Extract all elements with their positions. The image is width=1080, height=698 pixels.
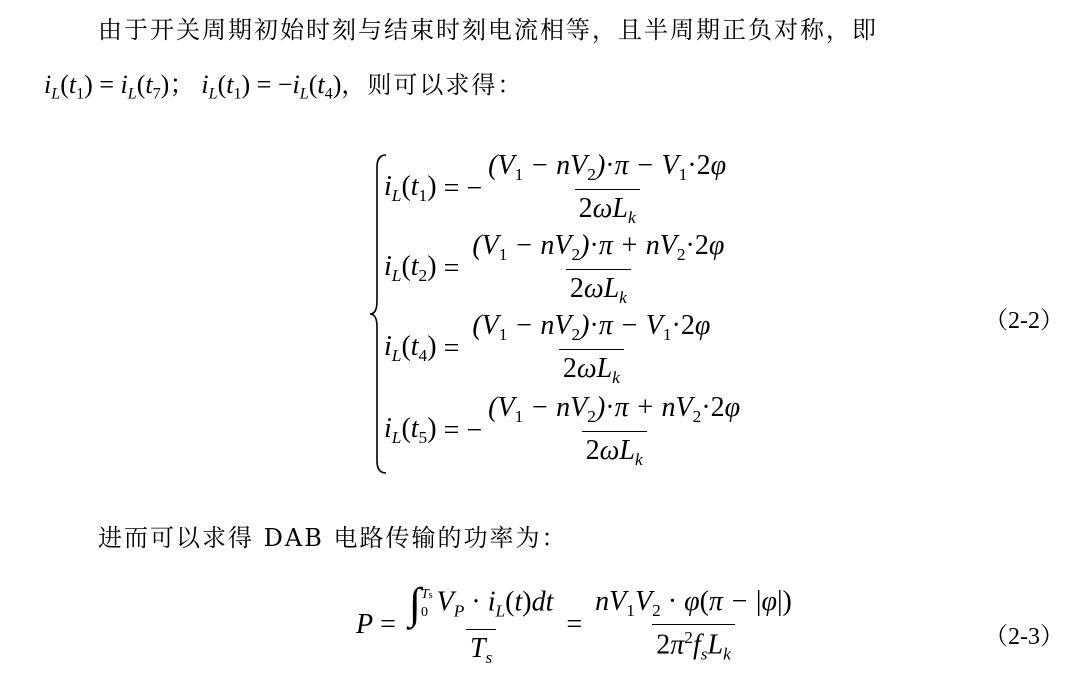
equation-number-2-3: （2-3） bbox=[984, 624, 1064, 650]
inline-eq-2: $i_L(t_1) = -i_L(t_4)$ bbox=[201, 70, 342, 103]
paragraph-line-2-tail: ，则可以求得： bbox=[341, 71, 524, 99]
eq-row-1-sign: − bbox=[466, 173, 483, 204]
eq-row-2: $i_L(t_2)$ = $\frac{(V_1 - nV_2)\cdot\pi + nV_2\cdot 2\varphi}{2\omega L_k}$ bbox=[384, 230, 725, 307]
paragraph-line-1: 由于开关周期初始时刻与结束时刻电流相等，且半周期正负对称，即 bbox=[98, 16, 878, 44]
equation-2-3: P = ∫ Ts 0 $V_P \cdot i_L(t)dt$ $T_s$ = $\frac{nV_1V_2 \cdot \varphi(\pi - |\varphi|)}{2\pi^2f_sL_k}$ bbox=[356, 579, 792, 668]
paragraph-line-2 bbox=[44, 64, 523, 104]
inline-eq-1: $i_L(t_1) = i_L(t_7)$ bbox=[44, 70, 170, 103]
eq-row-3: $i_L(t_4)$ = $\frac{(V_1 - nV_2)\cdot\pi - V_1\cdot 2\varphi}{2\omega L_k}$ bbox=[384, 310, 711, 387]
eq-row-1: $i_L(t_1)$ = − $\frac{(V_1 - nV_2)\cdot\pi - V_1\cdot 2\varphi}{2\omega L_k}$ bbox=[384, 150, 727, 227]
eq-row-4-sign: − bbox=[466, 415, 483, 446]
separator: ； bbox=[169, 70, 196, 100]
eq-row-4: $i_L(t_5)$ = − $\frac{(V_1 - nV_2)\cdot\pi + nV_2\cdot 2\varphi}{2\omega L_k}$ bbox=[384, 392, 741, 469]
equation-number-2-2: （2-2） bbox=[984, 308, 1064, 334]
paragraph-2: 进而可以求得 DAB 电路传输的功率为： bbox=[98, 524, 568, 552]
